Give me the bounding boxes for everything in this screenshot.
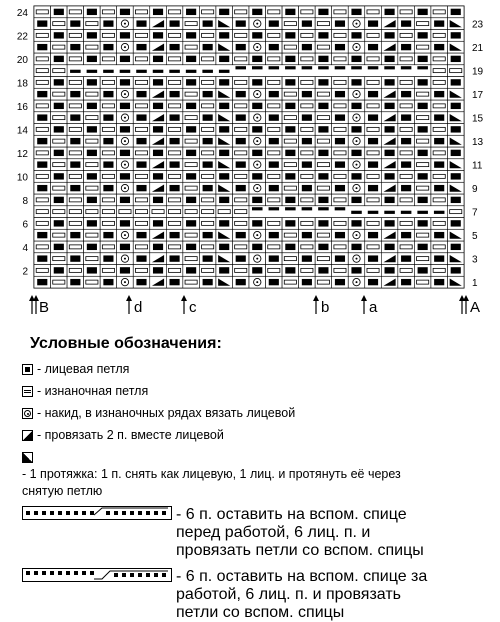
marker-arrow <box>361 295 378 316</box>
ssk-icon <box>22 452 33 463</box>
chart-row <box>34 18 464 30</box>
legend-item-purl <box>22 383 492 400</box>
chart-row <box>34 147 464 159</box>
row-label-right: 17 <box>472 90 484 102</box>
k2tog-icon <box>22 430 33 441</box>
row-label-right: 23 <box>472 19 484 31</box>
chart-row <box>34 112 464 124</box>
legend-text: - изнаночная петля <box>37 384 149 398</box>
chart-row <box>34 65 464 77</box>
purl-stitch-icon <box>22 386 33 397</box>
chart-row <box>34 253 464 265</box>
chart-row <box>34 124 464 136</box>
marker-arrow <box>459 295 480 316</box>
row-label-right: 7 <box>472 207 478 219</box>
chart-row <box>34 53 464 65</box>
row-label-right: 9 <box>472 184 478 196</box>
row-label-left: 18 <box>16 78 28 90</box>
legend-item-ssk <box>22 449 422 500</box>
row-label-right: 19 <box>472 66 484 78</box>
legend-text: - накид, в изнаночных рядах вязать лицевой <box>37 406 296 420</box>
marker-label: b <box>321 299 330 316</box>
row-label-right: 11 <box>472 160 483 172</box>
chart-row <box>34 30 464 42</box>
legend <box>22 335 492 622</box>
row-label-right: 13 <box>472 137 484 149</box>
legend-text: - 1 протяжка: 1 п. снять как лицевую, 1 лиц. и протянуть её через снятую петлю <box>22 467 401 498</box>
chart-row <box>34 194 464 206</box>
chart-row <box>34 41 464 53</box>
row-label-right: 21 <box>472 43 484 55</box>
marker-label: c <box>189 299 197 316</box>
row-label-left: 10 <box>16 172 28 184</box>
row-label-right: 5 <box>472 231 478 243</box>
chart-row <box>34 265 464 277</box>
chart-row <box>34 229 464 241</box>
chart-row <box>34 171 464 183</box>
row-label-left: 12 <box>16 148 28 160</box>
chart-row <box>34 88 464 100</box>
row-label-left: 20 <box>16 54 28 66</box>
legend-text: - провязать 2 п. вместе лицевой <box>37 428 224 442</box>
chart-row <box>34 241 464 253</box>
legend-title: Условные обозначения: <box>30 335 222 352</box>
row-label-left: 4 <box>22 242 28 254</box>
marker-arrow <box>126 295 142 316</box>
legend-text: - 6 п. оставить на вспом. спице перед работой, 6 лиц. п. и провязать петли со вспом. спицы <box>176 506 424 559</box>
row-label-left: 14 <box>16 125 28 137</box>
marker-label: a <box>369 299 378 316</box>
legend-text: - 6 п. оставить на вспом. спице за работой, 6 лиц. п. и провязать петли со вспом. спицы <box>176 568 428 621</box>
marker-label: B <box>39 299 50 316</box>
chart-row <box>34 77 464 89</box>
marker-arrow <box>313 295 329 316</box>
marker-arrow <box>181 295 197 316</box>
legend-text: - лицевая петля <box>37 362 130 376</box>
chart-row <box>34 135 464 147</box>
chart-row <box>34 159 464 171</box>
row-label-left: 2 <box>22 266 28 278</box>
legend-item-cable-back <box>22 568 492 622</box>
legend-item-yarn-over <box>22 405 492 422</box>
chart-row <box>34 6 464 18</box>
row-label-left: 8 <box>22 195 28 207</box>
row-label-left: 24 <box>16 7 28 19</box>
chart-row <box>34 100 464 112</box>
row-label-left: 22 <box>16 31 28 43</box>
cable-front-icon <box>22 506 172 520</box>
chart-row <box>34 276 464 288</box>
marker-label: A <box>470 299 481 316</box>
row-label-right: 15 <box>472 113 484 125</box>
row-label-right: 1 <box>472 278 478 290</box>
chart-row <box>34 206 464 218</box>
knit-stitch-icon <box>22 364 33 375</box>
legend-item-k2tog <box>22 427 492 444</box>
row-label-left: 6 <box>22 219 28 231</box>
chart-row <box>34 182 464 194</box>
marker-arrow <box>29 295 49 316</box>
marker-label: d <box>134 299 143 316</box>
row-label-left: 16 <box>16 101 28 113</box>
cable-back-icon <box>22 568 172 582</box>
yarn-over-icon <box>22 408 33 419</box>
legend-item-cable-front <box>22 506 492 560</box>
chart-row <box>34 218 464 230</box>
legend-item-knit <box>22 361 492 378</box>
row-label-right: 3 <box>472 254 478 266</box>
